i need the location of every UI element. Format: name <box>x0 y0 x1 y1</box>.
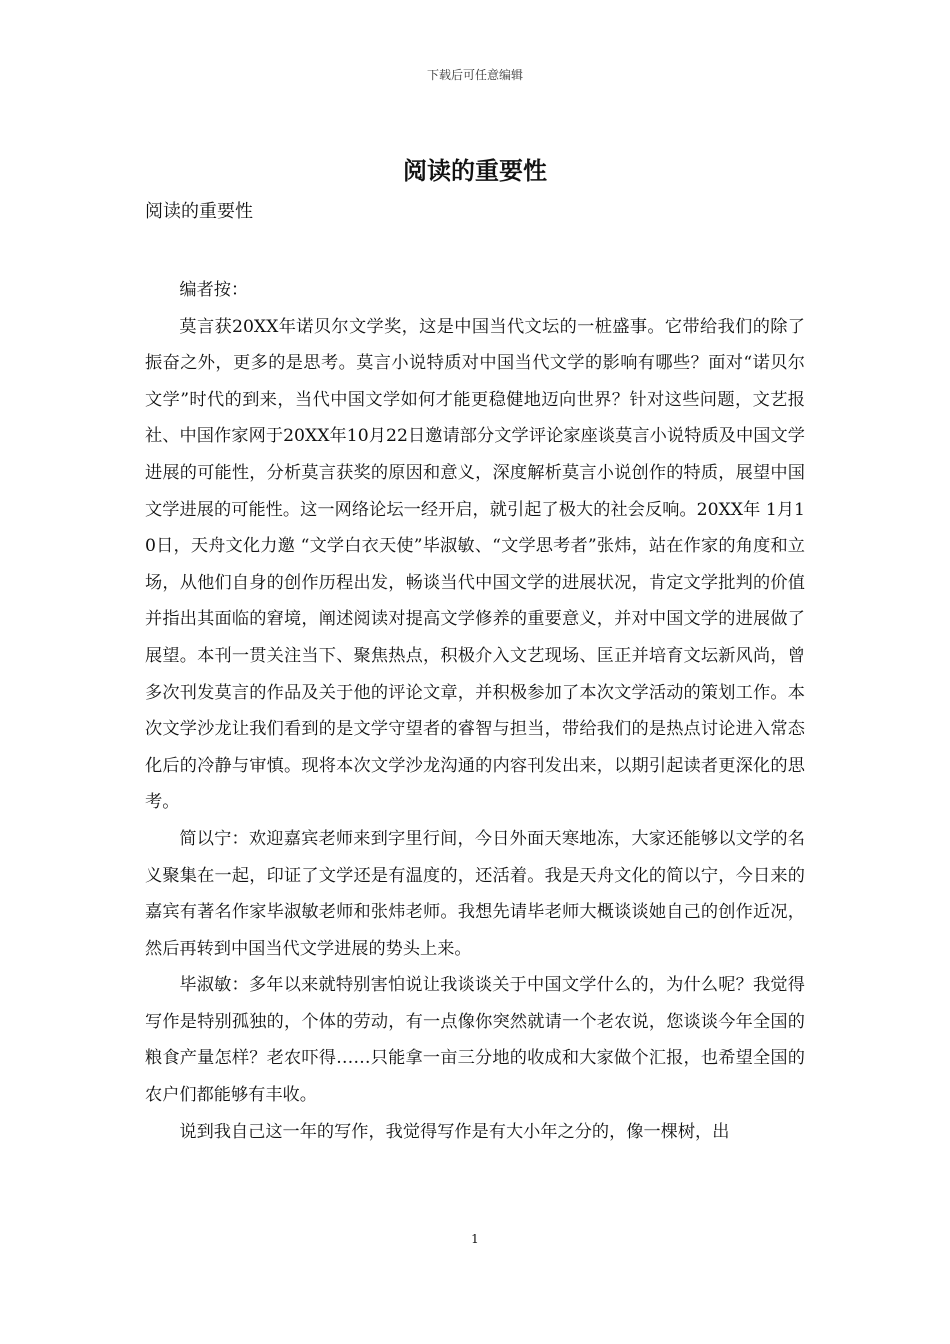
page-number: 1 <box>471 1232 479 1246</box>
paragraph-jian-yining: 简以宁：欢迎嘉宾老师来到字里行间，今日外面天寒地冻，大家还能够以文学的名义聚集在一起，印证了文学还是有温度的，还活着。我是天舟文化的简以宁，今日来的嘉宾有著名作家毕淑敏老师和张炜老师。我想先请毕老师大概谈谈她自己的创作近况，然后再转到中国当代文学进展的势头上来。 <box>145 828 805 959</box>
paragraph-writing-year: 说到我自己这一年的写作，我觉得写作是有大小年之分的，像一棵树，出 <box>179 1121 730 1142</box>
document-subtitle: 阅读的重要性 <box>145 201 253 222</box>
header-note: 下载后可任意编辑 <box>426 68 523 82</box>
document-body <box>145 272 805 1150</box>
paragraph-editor-note: 莫言获20XX年诺贝尔文学奖，这是中国当代文坛的一桩盛事。它带给我们的除了振奋之外，更多的是思考。莫言小说特质对中国当代文学的影响有哪些？面对“诺贝尔文学”时代的到来，当代中国文学如何才能更稳健地迈向世界？针对这些问题，文艺报社、中国作家网于20XX年10月22日邀请部分文学评论家座谈莫言小说特质及中国文学进展的可能性，分析莫言获奖的原因和意义，深度解析莫言小说创作的特质，展望中国文学进展的可能性。这一网络论坛一经开启，就引起了极大的社会反响。20XX年 1月10日，天舟文化力邀 “文学白衣天使”毕淑敏、“文学思考者”张炜，站在作家的角度和立场，从他们自身的创作历程出发，畅谈当代中国文学的进展状况，肯定文学批判的价值并指出其面临的窘境，阐述阅读对提高文学修养的重要意义，并对中国文学的进展做了展望。本刊一贯关注当下、聚焦热点，积极介入文艺现场、匡正并培育文坛新风尚，曾多次刊发莫言的作品及关于他的评论文章，并积极参加了本次文学活动的策划工作。本次文学沙龙让我们看到的是文学守望者的睿智与担当，带给我们的是热点讨论进入常态化后的冷静与审慎。现将本次文学沙龙沟通的内容刊发出来，以期引起读者更深化的思考。 <box>145 316 805 813</box>
paragraph-editor-note-label: 编者按： <box>179 280 249 300</box>
paragraph-bi-shumin: 毕淑敏：多年以来就特别害怕说让我谈谈关于中国文学什么的，为什么呢？我觉得写作是特别孤独的，个体的劳动，有一点像你突然就请一个老农说，您谈谈今年全国的粮食产量怎样？老农吓得……只能拿一亩三分地的收成和大家做个汇报，也希望全国的农户们都能够有丰收。 <box>145 975 805 1106</box>
document-title: 阅读的重要性 <box>403 156 547 185</box>
